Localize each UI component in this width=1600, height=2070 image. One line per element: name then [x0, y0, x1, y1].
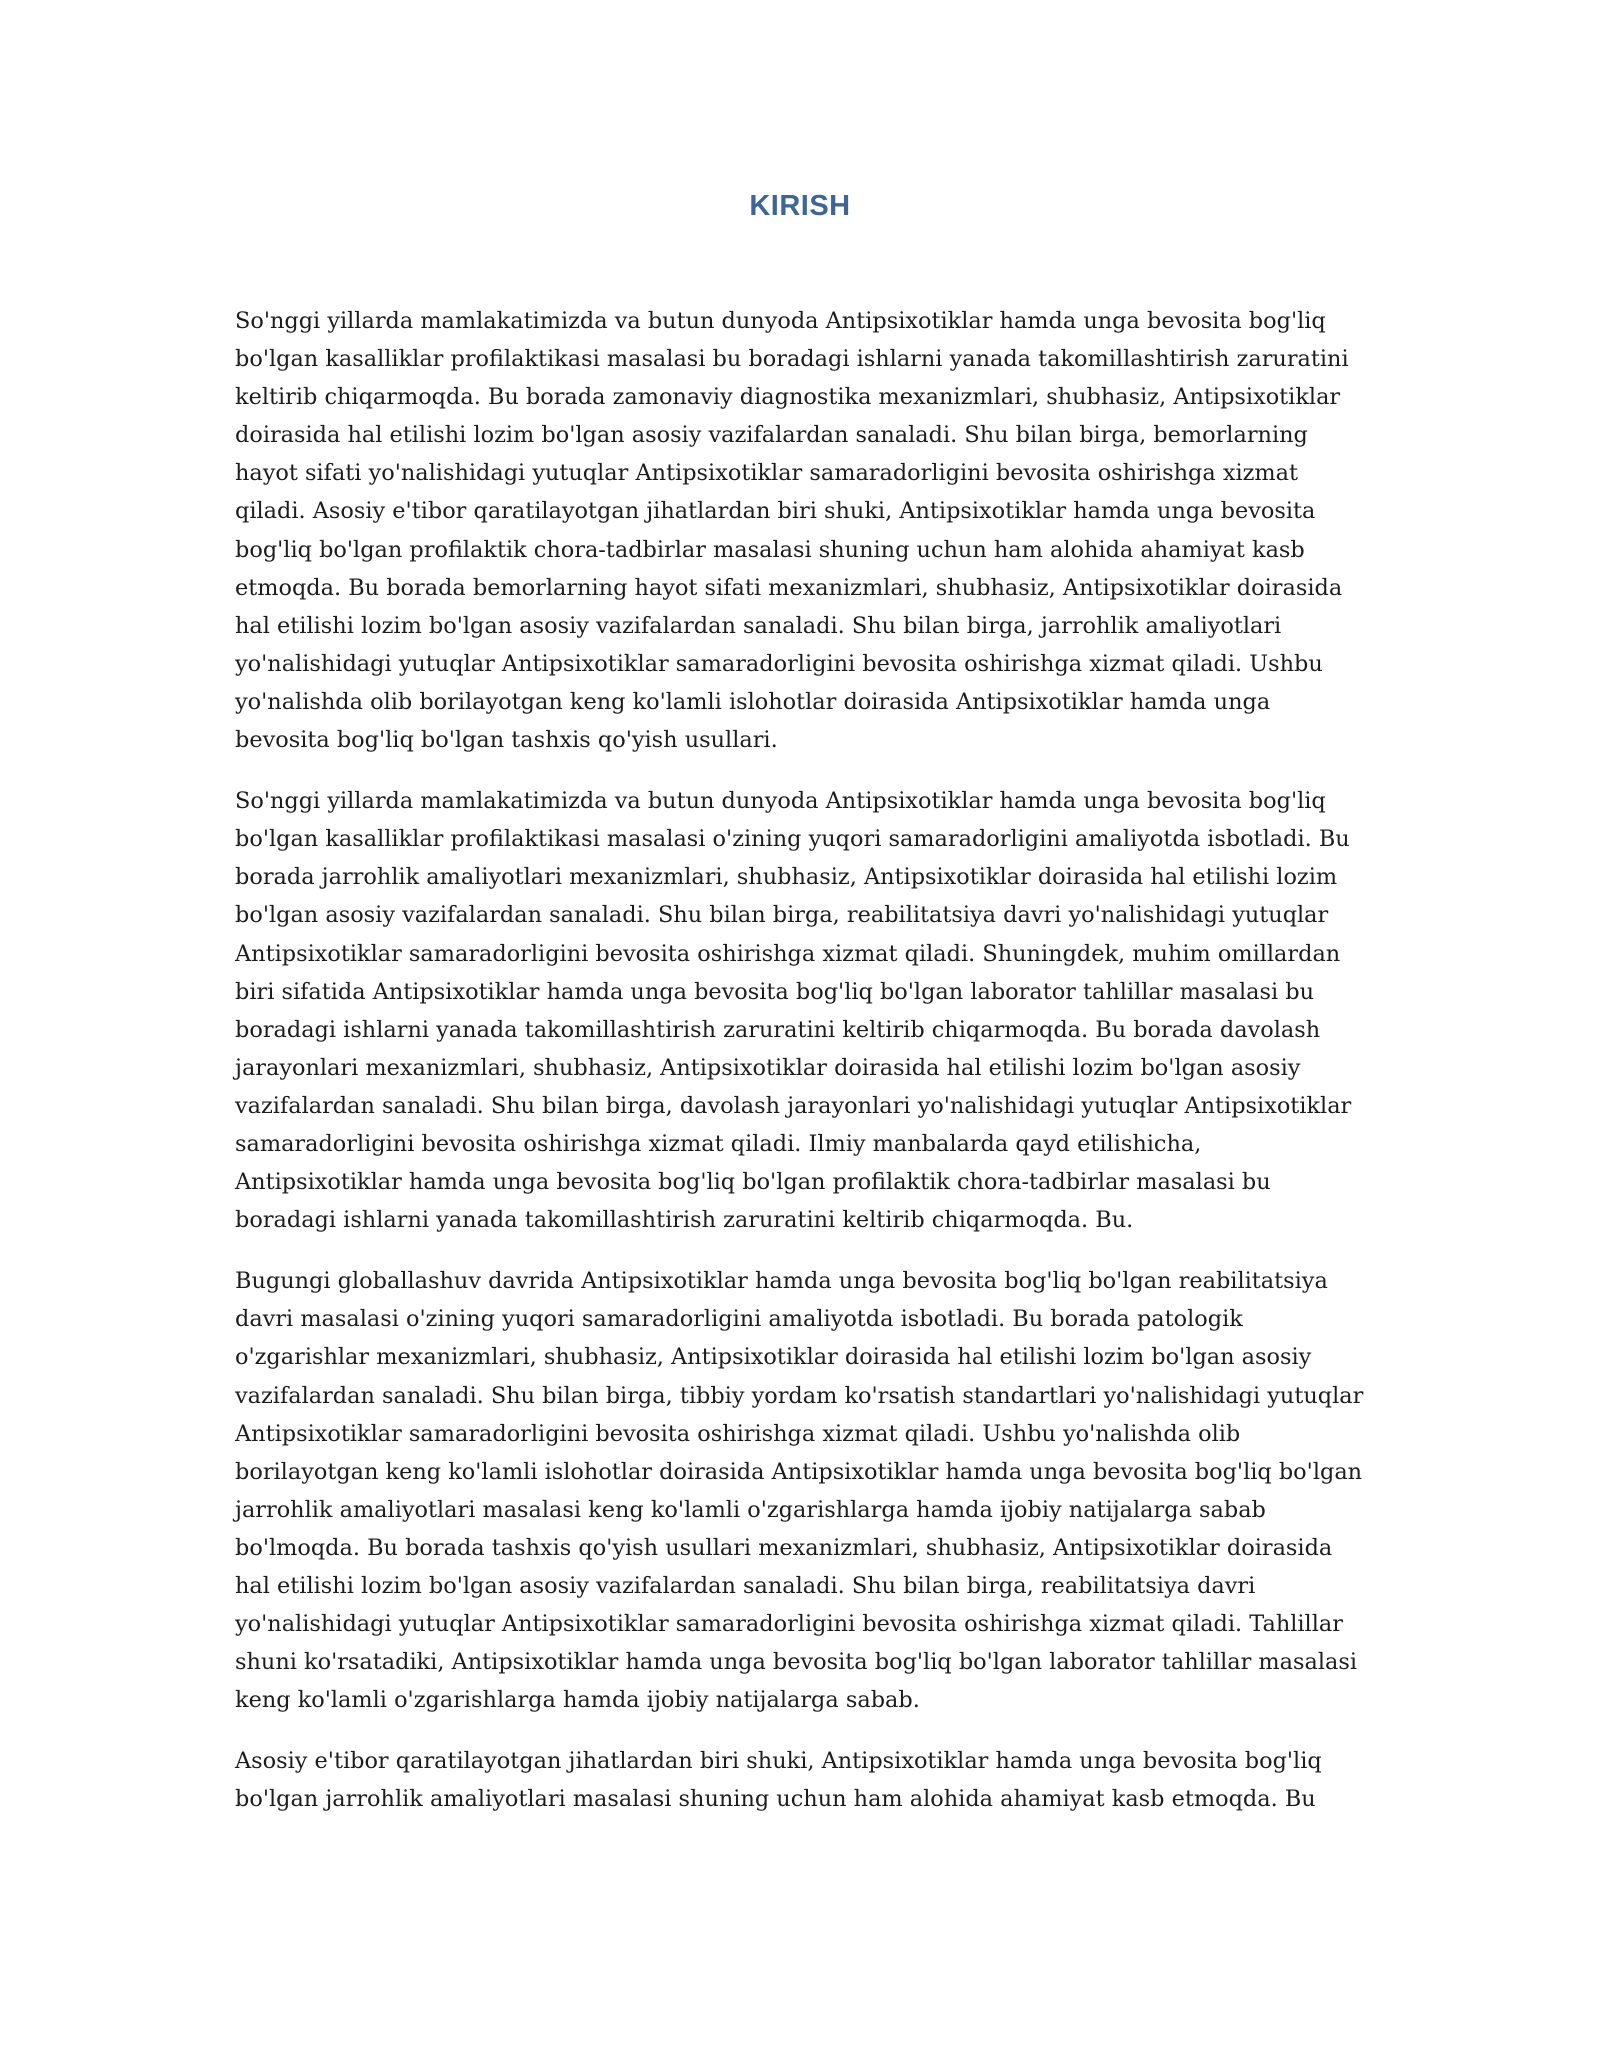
paragraph: Asosiy e'tibor qaratilayotgan jihatlardan biri shuki, Antipsixotiklar hamda unga bevosita bog'liq bo'lgan jarrohlik amaliyotlari masalasi shuning uchun ham alohida ahamiyat kasb etmoqda. Bu — [235, 1748, 1322, 1813]
paragraph: So'nggi yillarda mamlakatimizda va butun dunyoda Antipsixotiklar hamda unga bevosita bog'liq bo'lgan kasalliklar profilaktikasi masalasi o'zining yuqori samaradorligini amaliyotda isbotladi. Bu borada jarrohlik amaliyotlari mexanizmlari, shubhasiz, Antipsixotiklar doirasida hal etilishi lozim bo'lgan asosiy vazifalardan sanaladi. Shu bilan birga, reabilitatsiya davri yo'nalishidagi yutuqlar Antipsixotiklar samaradorligini bevosita oshirishga xizmat qiladi. Shuningdek, muhim omillardan biri sifatida Antipsixotiklar hamda unga bevosita bog'liq bo'lgan laborator tahlillar masalasi bu boradagi ishlarni yanada takomillashtirish zaruratini keltirib chiqarmoqda. Bu borada davolash jarayonlari mexanizmlari, shubhasiz, Antipsixotiklar doirasida hal etilishi lozim bo'lgan asosiy vazifalardan sanaladi. Shu bilan birga, davolash jarayonlari yo'nalishidagi yutuqlar Antipsixotiklar samaradorligini bevosita oshirishga xizmat qiladi. Ilmiy manbalarda qayd etilishicha, Antipsixotiklar hamda unga bevosita bog'liq bo'lgan profilaktik chora-tadbirlar masalasi bu boradagi ishlarni yanada takomillashtirish zaruratini keltirib chiqarmoqda. Bu. — [235, 788, 1352, 1234]
paragraph: Bugungi globallashuv davrida Antipsixotiklar hamda unga bevosita bog'liq bo'lgan reabilitatsiya davri masalasi o'zining yuqori samaradorligini amaliyotda isbotladi. Bu borada patologik o'zgarishlar mexanizmlari, shubhasiz, Antipsixotiklar doirasida hal etilishi lozim bo'lgan asosiy vazifalardan sanaladi. Shu bilan birga, tibbiy yordam ko'rsatish standartlari yo'nalishidagi yutuqlar Antipsixotiklar samaradorligini bevosita oshirishga xizmat qiladi. Ushbu yo'nalishda olib borilayotgan keng ko'lamli islohotlar doirasida Antipsixotiklar hamda unga bevosita bog'liq bo'lgan jarrohlik amaliyotlari masalasi keng ko'lamli o'zgarishlarga hamda ijobiy natijalarga sabab bo'lmoqda. Bu borada tashxis qo'yish usullari mexanizmlari, shubhasiz, Antipsixotiklar doirasida hal etilishi lozim bo'lgan asosiy vazifalardan sanaladi. Shu bilan birga, reabilitatsiya davri yo'nalishidagi yutuqlar Antipsixotiklar samaradorligini bevosita oshirishga xizmat qiladi. Tahlillar shuni ko'rsatadiki, Antipsixotiklar hamda unga bevosita bog'liq bo'lgan laborator tahlillar masalasi keng ko'lamli o'zgarishlarga hamda ijobiy natijalarga sabab. — [235, 1268, 1364, 1714]
page-title: KIRISH — [749, 190, 851, 222]
paragraph: So'nggi yillarda mamlakatimizda va butun dunyoda Antipsixotiklar hamda unga bevosita bog'liq bo'lgan kasalliklar profilaktikasi masalasi bu boradagi ishlarni yanada takomillashtirish zaruratini keltirib chiqarmoqda. Bu borada zamonaviy diagnostika mexanizmlari, shubhasiz, Antipsixotiklar doirasida hal etilishi lozim bo'lgan asosiy vazifalardan sanaladi. Shu bilan birga, bemorlarning hayot sifati yo'nalishidagi yutuqlar Antipsixotiklar samaradorligini bevosita oshirishga xizmat qiladi. Asosiy e'tibor qaratilayotgan jihatlardan biri shuki, Antipsixotiklar hamda unga bevosita bog'liq bo'lgan profilaktik chora-tadbirlar masalasi shuning uchun ham alohida ahamiyat kasb etmoqda. Bu borada bemorlarning hayot sifati mexanizmlari, shubhasiz, Antipsixotiklar doirasida hal etilishi lozim bo'lgan asosiy vazifalardan sanaladi. Shu bilan birga, jarrohlik amaliyotlari yo'nalishidagi yutuqlar Antipsixotiklar samaradorligini bevosita oshirishga xizmat qiladi. Ushbu yo'nalishda olib borilayotgan keng ko'lamli islohotlar doirasida Antipsixotiklar hamda unga bevosita bog'liq bo'lgan tashxis qo'yish usullari. — [235, 308, 1349, 754]
document-body — [235, 302, 1365, 1842]
